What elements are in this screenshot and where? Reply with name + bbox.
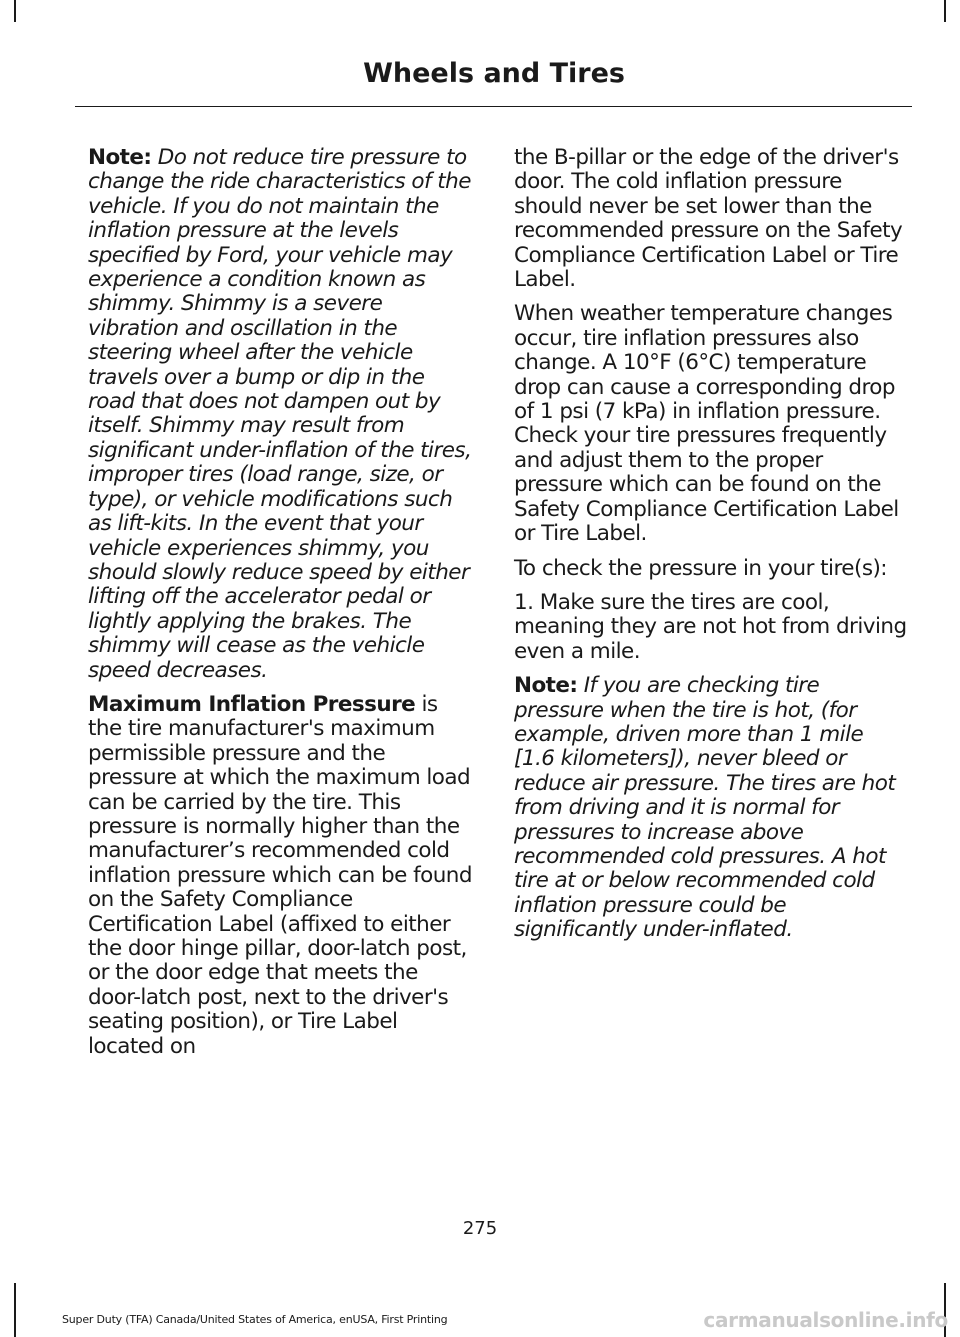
crop-mark-bottom-left [14, 1283, 16, 1337]
temperature-paragraph: When weather temperature changes occur, tire inflation pressures also change. A 10°F (6°C) temperature drop can cause a corresponding drop of 1 psi (7 kPa) in inflation pressure. Check your tire pressures frequently and adjust them to the proper pressure which can be found on the Safety Compliance Certification Label or Tire Label. [514, 301, 899, 547]
hot-tire-note [514, 674, 909, 942]
check-pressure-intro: To check the pressure in your tire(s): [514, 555, 887, 581]
crop-mark-top-left [14, 0, 16, 22]
note-label: Note: [514, 673, 578, 699]
footer-edition: Super Duty (TFA) Canada/United States of America, enUSA, First Printing [62, 1313, 448, 1326]
crop-mark-top-right [944, 0, 946, 22]
hot-tire-note-text: If you are checking tire pressure when the tire is hot, (for example, driven more than 1 mile [1.6 kilometers]), never bleed or reduce air pressure. The tires are hot from driving and it is normal for pressures to increase above recommended cold pressures. A hot tire at or below recommended cold inflation pressure could be significantly under-inflated. [514, 673, 896, 943]
header-rule [75, 106, 912, 107]
b-pillar-paragraph: the B-pillar or the edge of the driver's door. The cold inflation pressure should never be set lower than the recommended pressure on the Safety Compliance Certification Label or Tire Label. [514, 145, 903, 293]
watermark: carmanualsonline.info [703, 1308, 948, 1332]
max-inflation-paragraph [88, 693, 476, 1059]
page-number: 275 [462, 1218, 498, 1239]
max-inflation-text: is the tire manufacturer's maximum permissible pressure and the pressure at which the maximum load can be carried by the tire. This pressure is normally higher than the manufacturer’s recommended cold inflation pressure which can be found on the Safety Compliance Certification Label (affixed to either the door hinge pillar, door-latch post, or the door edge that meets the door-latch post, next to the driver's seating position), or Tire Label located on [88, 691, 472, 1059]
max-inflation-term: Maximum Inflation Pressure [88, 691, 416, 717]
note-label: Note: [88, 145, 152, 170]
right-column [514, 146, 909, 953]
shimmy-note-text: Do not reduce tire pressure to change the ride characteristics of the vehicle. If you do not maintain the inflation pressure at the levels specified by Ford, your vehicle may experience a condition known as shimmy. Shimmy is a severe vibration and oscillation in the steering wheel after the vehicle travels over a bump or dip in the road that does not dampen out by itself. Shimmy may result from significant under-inflation of the tires, improper tires (load range, size, or type), or vehicle modifications such as lift-kits. In the event that your vehicle experiences shimmy, you should slowly reduce speed by either lifting off the accelerator pedal or lightly applying the brakes. The shimmy will cease as the vehicle speed decreases. [88, 145, 472, 683]
left-column [88, 146, 476, 1069]
page-title: Wheels and Tires [363, 58, 625, 89]
step-1: 1. Make sure the tires are cool, meaning they are not hot from driving even a mile. [514, 589, 907, 664]
shimmy-note [88, 146, 476, 683]
